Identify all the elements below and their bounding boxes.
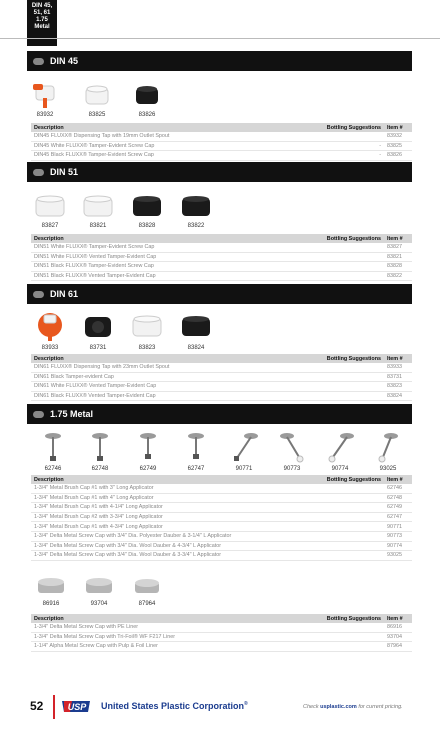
bullet-icon (33, 58, 44, 65)
table-row (31, 262, 412, 272)
cell-suggestion (318, 632, 384, 642)
cell-suggestion (318, 132, 384, 141)
table-row (31, 551, 412, 561)
cell-description: 1-3/4" Metal Brush Cap #1 with 3" Long Applicator (31, 484, 318, 493)
product-90774[interactable] (320, 432, 360, 472)
table-row (31, 363, 412, 372)
item-number: 62747 (187, 466, 205, 472)
cell-description: 1-3/4" Delta Metal Screw Cap with PE Liner (31, 623, 318, 632)
table-row (31, 141, 412, 151)
cell-description: DIN61 Black FLUXX® Vented Tamper-Evident Cap (31, 391, 318, 401)
cell-item: 83828 (384, 262, 412, 272)
cell-item: 83824 (384, 391, 412, 401)
table-row (31, 623, 412, 632)
product-62746[interactable] (33, 432, 73, 472)
spec-table-din51 (31, 234, 412, 281)
col-item: Item # (384, 354, 412, 363)
col-description: Description (31, 123, 318, 132)
cell-item: 83731 (384, 372, 412, 382)
item-number: 83827 (41, 223, 59, 229)
section-title: 1.75 Metal (50, 409, 94, 419)
tab-line: 51, 61 (33, 10, 51, 16)
table-row (31, 151, 412, 161)
product-83932[interactable] (25, 80, 65, 118)
item-number: 83932 (36, 112, 54, 118)
product-83828[interactable] (127, 193, 167, 229)
col-description: Description (31, 475, 318, 484)
item-number: 86916 (42, 601, 60, 607)
product-90773[interactable] (272, 432, 312, 472)
cell-suggestion: - (318, 141, 384, 151)
cell-suggestion (318, 551, 384, 561)
tab-line: DIN 45, (31, 3, 53, 9)
cell-description: 1-3/4" Metal Brush Cap #1 with 4-1/4" Long Applicator (31, 503, 318, 513)
col-description: Description (31, 614, 318, 623)
page-footer (0, 695, 440, 720)
cell-item: 62749 (384, 503, 412, 513)
product-83821[interactable] (78, 193, 118, 229)
cell-item: 62748 (384, 493, 412, 503)
top-divider (0, 38, 440, 39)
section-title: DIN 51 (50, 167, 79, 177)
item-number: 87964 (138, 601, 156, 607)
cell-item: 90771 (384, 522, 412, 532)
section-title: DIN 45 (50, 56, 79, 66)
cell-suggestion (318, 623, 384, 632)
chapter-tab (27, 0, 57, 46)
cell-suggestion (318, 262, 384, 272)
table-row (31, 493, 412, 503)
cell-suggestion (318, 271, 384, 281)
product-93704[interactable] (79, 575, 119, 607)
item-number: 83826 (138, 112, 156, 118)
item-number: 90774 (331, 466, 349, 472)
cell-item: 83825 (384, 141, 412, 151)
item-number: 83828 (138, 223, 156, 229)
col-suggestions: Bottling Suggestions (318, 614, 384, 623)
col-item: Item # (384, 614, 412, 623)
cell-suggestion (318, 541, 384, 551)
cell-item: 62747 (384, 512, 412, 522)
table-row (31, 271, 412, 281)
table-header-row (31, 123, 412, 132)
cell-item: 87964 (384, 642, 412, 652)
col-suggestions: Bottling Suggestions (318, 354, 384, 363)
cell-item: 62746 (384, 484, 412, 493)
section-header-din51 (27, 162, 412, 182)
col-description: Description (31, 354, 318, 363)
item-number: 83822 (187, 223, 205, 229)
table-header-row (31, 475, 412, 484)
cell-description: DIN61 Black Tamper-evident Cap (31, 372, 318, 382)
col-suggestions: Bottling Suggestions (318, 123, 384, 132)
cell-description: 1-3/4" Delta Metal Screw Cap with 3/4" Dia. Polyester Dauber & 3-1/4" L Applicator (31, 531, 318, 541)
table-row (31, 382, 412, 392)
item-number: 83933 (41, 345, 59, 351)
product-83825[interactable] (77, 80, 117, 118)
cell-suggestion (318, 484, 384, 493)
cell-description: DIN61 White FLUXX® Vented Tamper-Evident Cap (31, 382, 318, 392)
cell-description: 1-3/4" Delta Metal Screw Cap with 3/4" Dia. Wool Dauber & 4-3/4" L Applicator (31, 541, 318, 551)
product-83824[interactable] (176, 311, 216, 351)
cell-item: 93704 (384, 632, 412, 642)
registered-mark: ® (244, 701, 248, 707)
item-number: 83821 (89, 223, 107, 229)
pricing-note-pre: Check (303, 704, 321, 710)
item-number: 93704 (90, 601, 108, 607)
cell-suggestion (318, 493, 384, 503)
cell-item: 86916 (384, 623, 412, 632)
cell-item: 93025 (384, 551, 412, 561)
product-90771[interactable] (224, 432, 264, 472)
col-suggestions: Bottling Suggestions (318, 234, 384, 243)
section-header-din61 (27, 284, 412, 304)
spec-table-din61 (31, 354, 412, 401)
cell-item: 83823 (384, 382, 412, 392)
item-number: 93025 (379, 466, 397, 472)
pricing-note-post: for current pricing. (356, 704, 403, 710)
cell-suggestion (318, 391, 384, 401)
table-row (31, 243, 412, 252)
cell-suggestion (318, 531, 384, 541)
cell-suggestion (318, 252, 384, 262)
product-83826[interactable] (127, 80, 167, 118)
cell-description: DIN51 White FLUXX® Tamper-Evident Screw Cap (31, 243, 318, 252)
product-83933[interactable] (30, 311, 70, 351)
cell-description: DIN45 Black FLUXX® Tamper-Evident Screw Cap (31, 151, 318, 161)
item-number: 62748 (91, 466, 109, 472)
table-row (31, 484, 412, 493)
tab-line: Metal (34, 24, 50, 30)
product-83822[interactable] (176, 193, 216, 229)
product-83827[interactable] (30, 193, 70, 229)
table-row (31, 541, 412, 551)
spec-table-175-metal (31, 475, 412, 561)
bullet-icon (33, 169, 44, 176)
usp-logo (60, 698, 92, 720)
table-row (31, 512, 412, 522)
cell-suggestion: - (318, 151, 384, 161)
item-number: 83825 (88, 112, 106, 118)
table-row (31, 372, 412, 382)
product-83731[interactable] (78, 311, 118, 351)
cell-description: DIN45 White FLUXX® Tamper-Evident Screw Cap (31, 141, 318, 151)
cell-description: 1-3/4" Metal Brush Cap #1 with 4-3/4" Long Applicator (31, 522, 318, 532)
cell-suggestion (318, 372, 384, 382)
product-93025[interactable] (368, 432, 408, 472)
item-number: 83824 (187, 345, 205, 351)
table-row (31, 132, 412, 141)
spec-table-din45 (31, 123, 412, 161)
pricing-note (303, 704, 403, 710)
table-row (31, 252, 412, 262)
product-86916[interactable] (31, 575, 71, 607)
cell-suggestion (318, 382, 384, 392)
cell-description: DIN61 FLUXX® Dispensing Tap with 23mm Outlet Spout (31, 363, 318, 372)
cell-suggestion (318, 503, 384, 513)
col-item: Item # (384, 234, 412, 243)
table-row (31, 391, 412, 401)
table-header-row (31, 234, 412, 243)
col-description: Description (31, 234, 318, 243)
cell-description: 1-3/4" Delta Metal Screw Cap with 3/4" Dia. Wool Dauber & 3-3/4" L Applicator (31, 551, 318, 561)
bullet-icon (33, 291, 44, 298)
product-83823[interactable] (127, 311, 167, 351)
item-number: 83731 (89, 345, 107, 351)
product-62749[interactable] (128, 432, 168, 472)
table-row (31, 503, 412, 513)
company-label: United States Plastic Corporation (101, 701, 245, 711)
col-item: Item # (384, 475, 412, 484)
product-62748[interactable] (80, 432, 120, 472)
table-header-row (31, 354, 412, 363)
cell-description: 1-1/4" Alpha Metal Screw Cap with Pulp & Foil Liner (31, 642, 318, 652)
cell-suggestion (318, 642, 384, 652)
website-link[interactable]: usplastic.com (320, 704, 357, 710)
cell-suggestion (318, 512, 384, 522)
product-87964[interactable] (127, 575, 167, 607)
cell-suggestion (318, 522, 384, 532)
col-suggestions: Bottling Suggestions (318, 475, 384, 484)
cell-description: DIN45 FLUXX® Dispensing Tap with 19mm Outlet Spout (31, 132, 318, 141)
item-number: 90771 (235, 466, 253, 472)
cell-item: 83932 (384, 132, 412, 141)
cell-item: 90773 (384, 531, 412, 541)
cell-description: 1-3/4" Delta Metal Screw Cap with Tri-Foil® WF F217 Liner (31, 632, 318, 642)
company-name (101, 701, 248, 711)
cell-description: 1-3/4" Metal Brush Cap #2 with 3-3/4" Long Applicator (31, 512, 318, 522)
section-header-din45 (27, 51, 412, 71)
table-row (31, 522, 412, 532)
item-number: 62749 (139, 466, 157, 472)
logo-text: USP (67, 702, 87, 712)
item-number: 62746 (44, 466, 62, 472)
cell-description: 1-3/4" Metal Brush Cap #1 with 4" Long Applicator (31, 493, 318, 503)
cell-item: 83822 (384, 271, 412, 281)
item-number: 90773 (283, 466, 301, 472)
cell-item: 83933 (384, 363, 412, 372)
cell-item: 83826 (384, 151, 412, 161)
footer-divider (53, 695, 55, 719)
cell-description: DIN51 White FLUXX® Vented Tamper-Evident Cap (31, 252, 318, 262)
tab-line: 1.75 (36, 17, 48, 23)
cell-suggestion (318, 363, 384, 372)
section-header-175-metal (27, 404, 412, 424)
cell-item: 90774 (384, 541, 412, 551)
cell-description: DIN51 Black FLUXX® Tamper-Evident Screw Cap (31, 262, 318, 272)
cell-suggestion (318, 243, 384, 252)
section-title: DIN 61 (50, 289, 79, 299)
item-number: 83823 (138, 345, 156, 351)
table-row (31, 531, 412, 541)
bullet-icon (33, 411, 44, 418)
table-row (31, 642, 412, 652)
cell-item: 83827 (384, 243, 412, 252)
cell-description: DIN51 Black FLUXX® Vented Tamper-Evident Cap (31, 271, 318, 281)
table-row (31, 632, 412, 642)
cell-item: 83821 (384, 252, 412, 262)
spec-table-metal-caps (31, 614, 412, 652)
page-number: 52 (30, 699, 44, 713)
col-item: Item # (384, 123, 412, 132)
table-header-row (31, 614, 412, 623)
product-62747[interactable] (176, 432, 216, 472)
